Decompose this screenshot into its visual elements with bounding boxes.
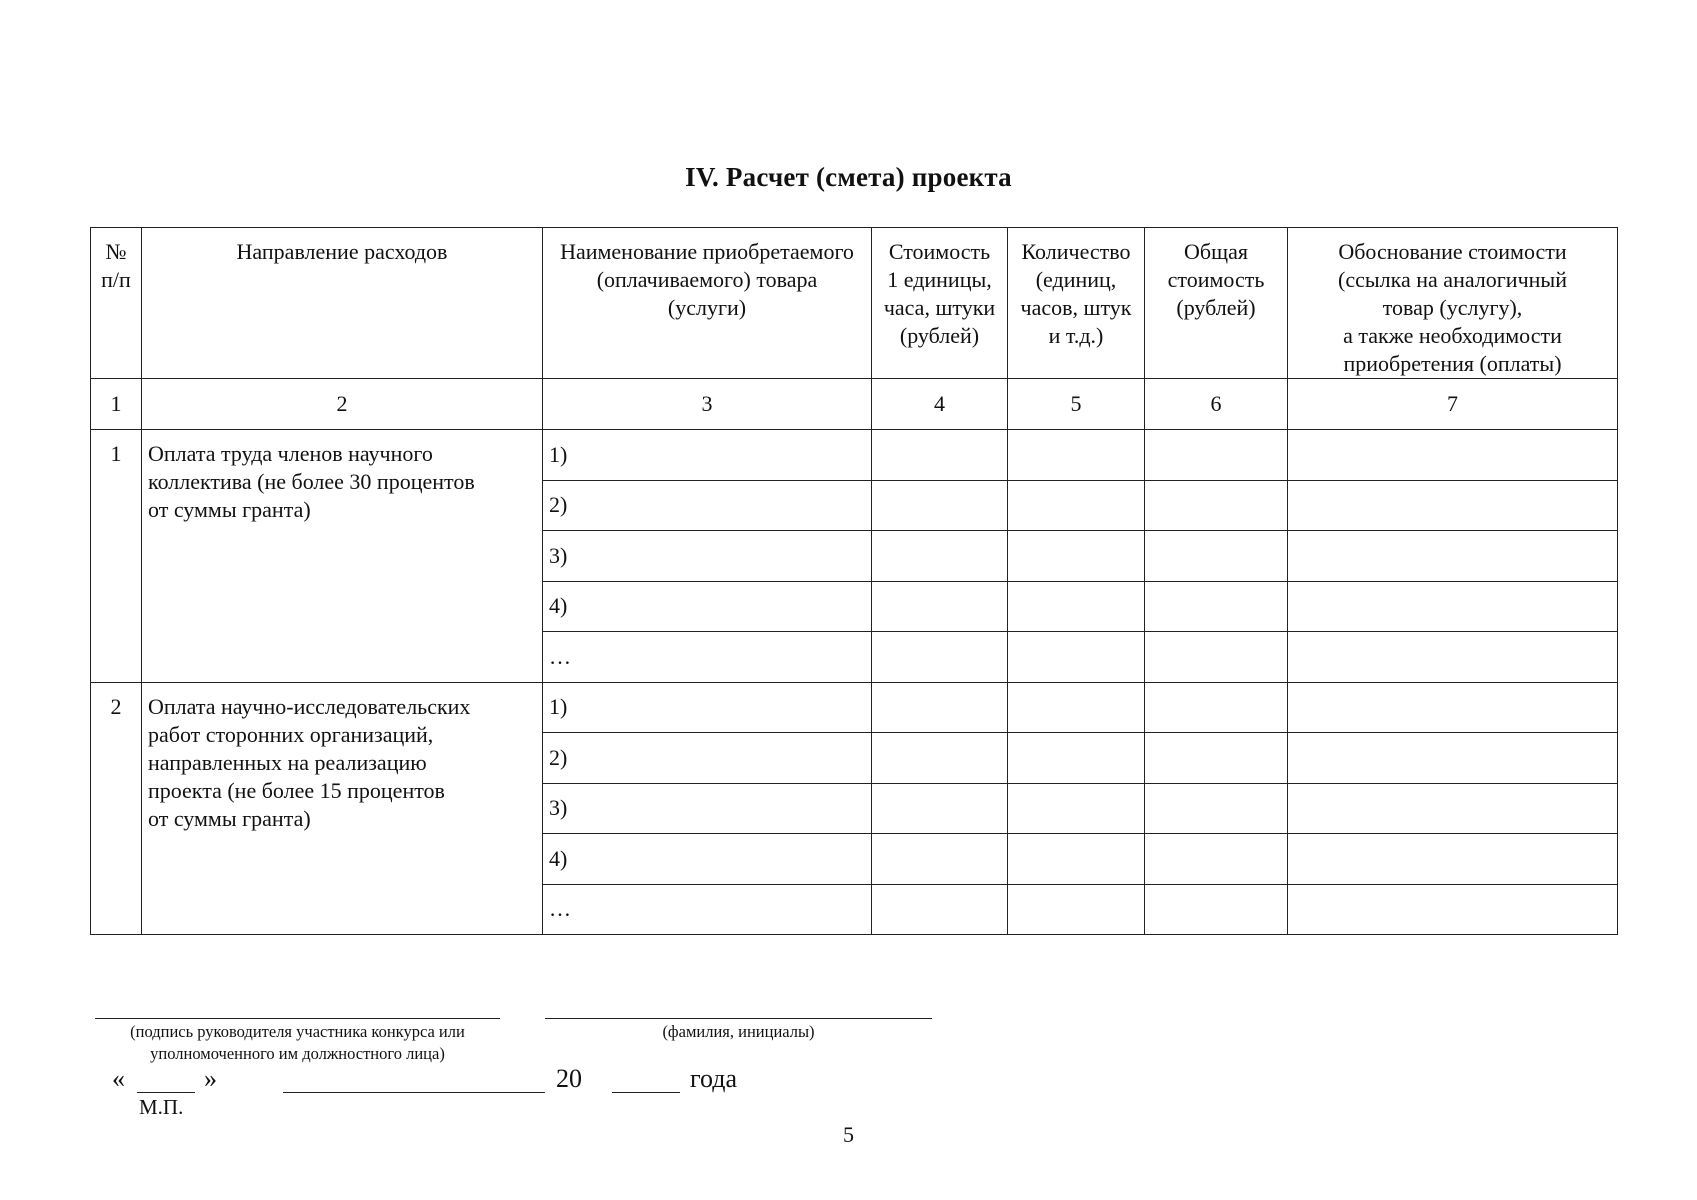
column-number: 2 [142,379,543,430]
total-cost-cell[interactable] [1145,834,1288,885]
column-number: 7 [1288,379,1618,430]
unit-cost-cell[interactable] [872,834,1008,885]
item-name-cell[interactable]: 4) [543,581,872,632]
total-cost-cell[interactable] [1145,430,1288,481]
item-name-cell[interactable]: … [543,884,872,935]
item-name-cell[interactable]: 2) [543,733,872,784]
item-name-cell[interactable]: 1) [543,682,872,733]
header-unit-cost: Стоимость 1 единицы, часа, штуки (рублей) [872,228,1008,379]
section-number: 1 [91,430,142,683]
quantity-cell[interactable] [1008,733,1145,784]
quantity-cell[interactable] [1008,834,1145,885]
expense-direction: Оплата труда членов научного коллектива (не более 30 процентов от суммы гранта) [142,430,543,683]
justification-cell[interactable] [1288,884,1618,935]
total-cost-cell[interactable] [1145,480,1288,531]
unit-cost-cell[interactable] [872,733,1008,784]
quantity-cell[interactable] [1008,783,1145,834]
unit-cost-cell[interactable] [872,430,1008,481]
justification-cell[interactable] [1288,430,1618,481]
item-name-cell[interactable]: 2) [543,480,872,531]
total-cost-cell[interactable] [1145,733,1288,784]
column-number: 3 [543,379,872,430]
total-cost-cell[interactable] [1145,682,1288,733]
total-cost-cell[interactable] [1145,581,1288,632]
justification-cell[interactable] [1288,682,1618,733]
year-prefix: 20 [556,1064,582,1093]
close-quote: » [204,1064,217,1093]
signature-caption: (подпись руководителя участника конкурса или уполномоченного им должностного лица) [130,1022,465,1063]
stamp-label: М.П. [139,1095,184,1119]
item-name-cell[interactable]: 3) [543,783,872,834]
quantity-cell[interactable] [1008,531,1145,582]
header-item-name: Наименование приобретаемого (оплачиваемого) товара (услуги) [543,228,872,379]
signature-line[interactable] [95,1018,500,1019]
quantity-cell[interactable] [1008,682,1145,733]
justification-cell[interactable] [1288,632,1618,683]
total-cost-cell[interactable] [1145,884,1288,935]
item-name-cell[interactable]: … [543,632,872,683]
budget-table [90,227,1618,935]
unit-cost-cell[interactable] [872,783,1008,834]
year-blank[interactable] [612,1068,680,1093]
total-cost-cell[interactable] [1145,783,1288,834]
name-line[interactable] [545,1018,932,1019]
justification-cell[interactable] [1288,531,1618,582]
day-blank[interactable] [137,1068,195,1093]
justification-cell[interactable] [1288,480,1618,531]
header-justification: Обоснование стоимости (ссылка на аналогичный товар (услугу), а также необходимости приобретения (оплаты) [1288,228,1618,379]
unit-cost-cell[interactable] [872,480,1008,531]
table-row [91,682,1618,733]
year-word: года [690,1064,738,1093]
total-cost-cell[interactable] [1145,531,1288,582]
justification-cell[interactable] [1288,834,1618,885]
table-header-row [91,228,1618,379]
item-name-cell[interactable]: 1) [543,430,872,481]
section-number: 2 [91,682,142,935]
open-quote: « [112,1064,125,1093]
unit-cost-cell[interactable] [872,884,1008,935]
header-total-cost: Общая стоимость (рублей) [1145,228,1288,379]
unit-cost-cell[interactable] [872,682,1008,733]
quantity-cell[interactable] [1008,632,1145,683]
column-number: 4 [872,379,1008,430]
column-number: 6 [1145,379,1288,430]
header-number: № п/п [91,228,142,379]
column-number: 1 [91,379,142,430]
column-number: 5 [1008,379,1145,430]
column-number-row [91,379,1618,430]
expense-direction: Оплата научно-исследовательских работ сторонних организаций, направленных на реализацию проекта (не более 15 процентов от суммы гранта) [142,682,543,935]
item-name-cell[interactable]: 3) [543,531,872,582]
page-number: 5 [843,1122,854,1147]
name-caption: (фамилия, инициалы) [662,1022,815,1041]
item-name-cell[interactable]: 4) [543,834,872,885]
section-title: IV. Расчет (смета) проекта [685,162,1012,192]
quantity-cell[interactable] [1008,480,1145,531]
quantity-cell[interactable] [1008,581,1145,632]
justification-cell[interactable] [1288,733,1618,784]
unit-cost-cell[interactable] [872,531,1008,582]
header-quantity: Количество (единиц, часов, штук и т.д.) [1008,228,1145,379]
table-row [91,430,1618,481]
justification-cell[interactable] [1288,581,1618,632]
month-blank[interactable] [283,1068,545,1093]
unit-cost-cell[interactable] [872,581,1008,632]
header-direction: Направление расходов [142,228,543,379]
total-cost-cell[interactable] [1145,632,1288,683]
quantity-cell[interactable] [1008,430,1145,481]
unit-cost-cell[interactable] [872,632,1008,683]
justification-cell[interactable] [1288,783,1618,834]
quantity-cell[interactable] [1008,884,1145,935]
